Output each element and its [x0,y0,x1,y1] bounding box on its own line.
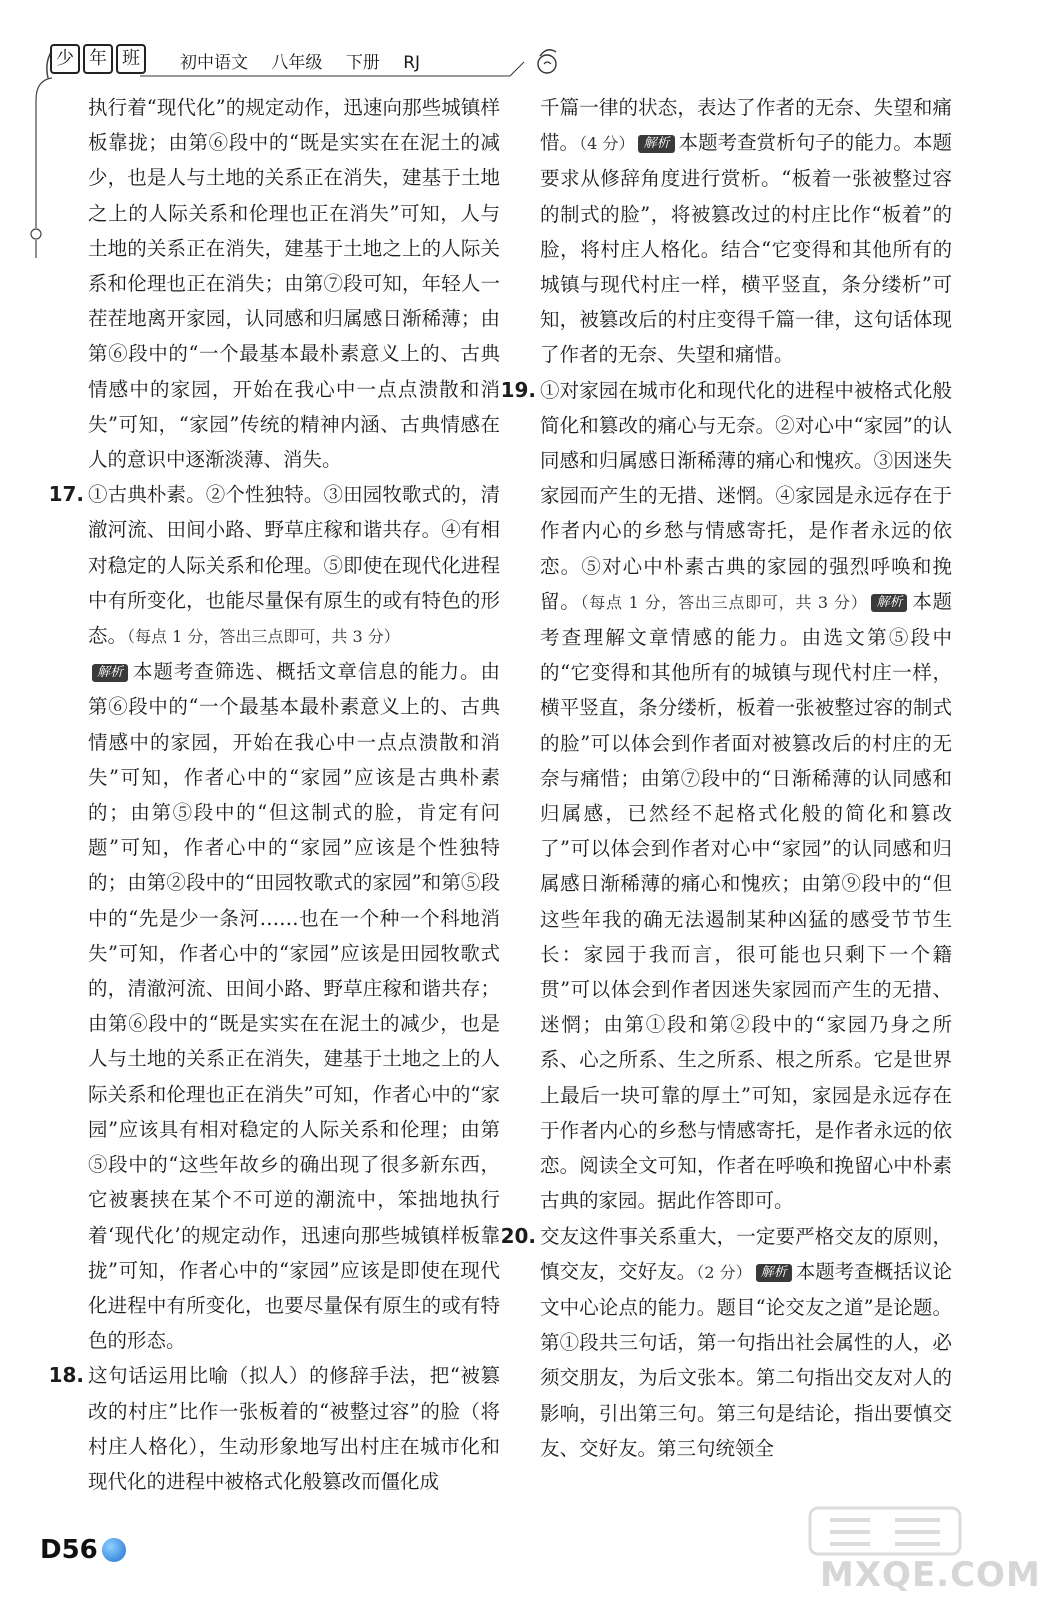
score-note: （每点 1 分，答出三点即可，共 3 分） [580,592,868,612]
question-20 [500,1219,952,1466]
analysis-body: 本题考查筛选、概括文章信息的能力。由第⑥段中的“一个最基本最朴素意义上的、古典情感中的家园，开始在我心中一点点溃散和消失”可知，作者心中的“家园”应该是古典朴素的；由第⑤段中的“但这制式的脸，肯定有问题”可知，作者心中的“家园”应该是个性独特的；由第②段中的“田园牧歌式的家园”和第⑤段中的“先是少一条河……也在一个种一个科地消失”可知，作者心中的“家园”应该是田园牧歌式的，清澈河流、田间小路、野草庄稼和谐共存；由第⑥段中的“既是实实在在泥土的减少，也是人与土地的关系正在消失，建基于土地之上的人际关系和伦理也正在消失”可知，作者心中的“家园”应该具有相对稳定的人际关系和伦理；由第⑤段中的“这些年故乡的确出现了很多新东西，它被裹挟在某个不可逆的潮流中，笨拙地执行着‘现代化’的规定动作，迅速向那些城镇样板靠拢”可知，作者心中的“家园”应该是即使在现代化进程中有所变化，也要尽量保有原生的或有特色的形态。 [88,660,500,1353]
answer-body: 千篇一律的状态，表达了作者的无奈、失望和痛惜。 [540,96,952,155]
volume-label: 下册 [345,53,380,73]
brand-char: 少 [50,44,80,74]
score-note: （每点 1 分，答出三点即可，共 3 分） [127,627,400,647]
q18-answer-continued [540,90,952,373]
question-number: 19. [500,377,536,402]
margin-rule [0,0,60,320]
page-header [40,40,560,80]
left-column [48,90,500,1499]
globe-icon [102,1538,126,1562]
brand-logo [50,44,149,74]
question-17 [48,477,500,1358]
analysis-tag: 解析 [92,664,128,682]
answer-text [540,1219,952,1466]
question-19 [500,373,952,1219]
q16-answer-continued: 执行着“现代化”的规定动作，迅速向那些城镇样板靠拢；由第⑥段中的“既是实实在在泥土的减少，也是人与土地的关系正在消失，建基于土地之上的人际关系和伦理也正在消失”可知，人与土地的关系正在消失，建基于土地之上的人际关系和伦理也正在消失；由第⑦段可知，年轻人一茬茬地离开家园，认同感和归属感日渐稀薄；由第⑥段中的“一个最基本最朴素意义上的、古典情感中的家园，开始在我心中一点点溃散和消失”可知，“家园”传统的精神内涵、古典情感在人的意识中逐渐淡薄、消失。 [88,96,500,472]
page-footer [40,1535,126,1565]
score-note: （4 分） [579,134,635,154]
analysis-body: 本题考查概括议论文中心论点的能力。题目“论交友之道”是论题。第①段共三句话，第一句指出社会属性的人，必须交朋友，为后文张本。第二句指出交友对人的影响，引出第三句。第三句是结论，指出要慎交友、交好友。第三句统领全 [540,1259,952,1460]
answer-text [88,477,500,654]
edition-label: RJ [403,53,421,73]
page-number: D56 [40,1535,98,1565]
answer-text: 这句话运用比喻（拟人）的修辞手法，把“被篡改的村庄”比作一张板着的“被整过容”的脸（将村庄人格化），生动形象地写出村庄在城市化和现代化的进程中被格式化般篡改而僵化成 [88,1364,500,1493]
question-number: 18. [48,1363,84,1388]
analysis-body: 本题考查理解文章情感的能力。由选文第⑤段中的“它变得和其他所有的城镇与现代村庄一样，横平竖直，条分缕析，板着一张被整过容的制式的脸”可以体会到作者面对被篡改后的村庄的无奈与痛惜；由第⑦段中的“日渐稀薄的认同感和归属感，已然经不起格式化般的简化和篡改了”可以体会到作者对心中“家园”的认同感和归属感日渐稀薄的痛心和愧疚；由第⑨段中的“但这些年我的确无法遏制某种凶猛的感受节节生长：家园于我而言，很可能也只剩下一个籍贯”可以体会到作者因迷失家园而产生的无措、迷惘；由第①段和第②段中的“家园乃身之所系、心之所系、生之所系、根之所系。它是世界上最后一块可靠的厚土”可知，家园是永远存在于作者内心的乡愁与情感寄托，是作者永远的依恋。阅读全文可知，作者在呼唤和挽留心中朴素古典的家园。据此作答即可。 [540,589,952,1213]
answer-body: ①对家园在城市化和现代化的进程中被格式化般简化和篡改的痛心与无奈。②对心中“家园”的认同感和归属感日渐稀薄的痛心和愧疚。③因迷失家园而产生的无措、迷惘。④家园是永远存在于作者内心的乡愁与情感寄托，是作者永远的依恋。⑤对心中朴素古典的家园的强烈呼唤和挽留。 [540,378,952,613]
brand-char: 班 [116,44,146,74]
brand-char: 年 [83,44,113,74]
question-number: 17. [48,482,84,507]
analysis-text [88,654,500,1358]
score-note: （2 分） [696,1262,752,1282]
analysis-tag: 解析 [871,594,907,612]
answer-body: 交友这件事关系重大，一定要严格交友的原则，慎交友，交好友。 [540,1224,952,1283]
subject-label: 初中语文 [180,53,248,73]
analysis-tag: 解析 [638,135,674,153]
right-column [500,90,952,1466]
watermark-text: MXQE.COM [820,1555,1041,1595]
question-18 [48,1358,500,1499]
leaf-icon [530,44,564,78]
analysis-body: 本题考查赏析句子的能力。本题要求从修辞角度进行赏析。“板着一张被整过容的制式的脸”，将被篡改过的村庄比作“板着”的脸，将村庄人格化。结合“它变得和其他所有的城镇与现代村庄一样，横平竖直，条分缕析”可知，被篡改后的村庄变得千篇一律，这句话体现了作者的无奈、失望和痛惜。 [540,131,952,367]
book-meta [180,48,438,73]
grade-label: 八年级 [271,53,323,73]
answer-body: ①古典朴素。②个性独特。③田园牧歌式的，清澈河流、田间小路、野草庄稼和谐共存。④有相对稳定的人际关系和伦理。⑤即使在现代化进程中有所变化，也能尽量保有原生的或有特色的形态。 [88,483,500,648]
analysis-tag: 解析 [756,1264,792,1282]
question-number: 20. [500,1223,536,1248]
answer-text [540,373,952,1219]
